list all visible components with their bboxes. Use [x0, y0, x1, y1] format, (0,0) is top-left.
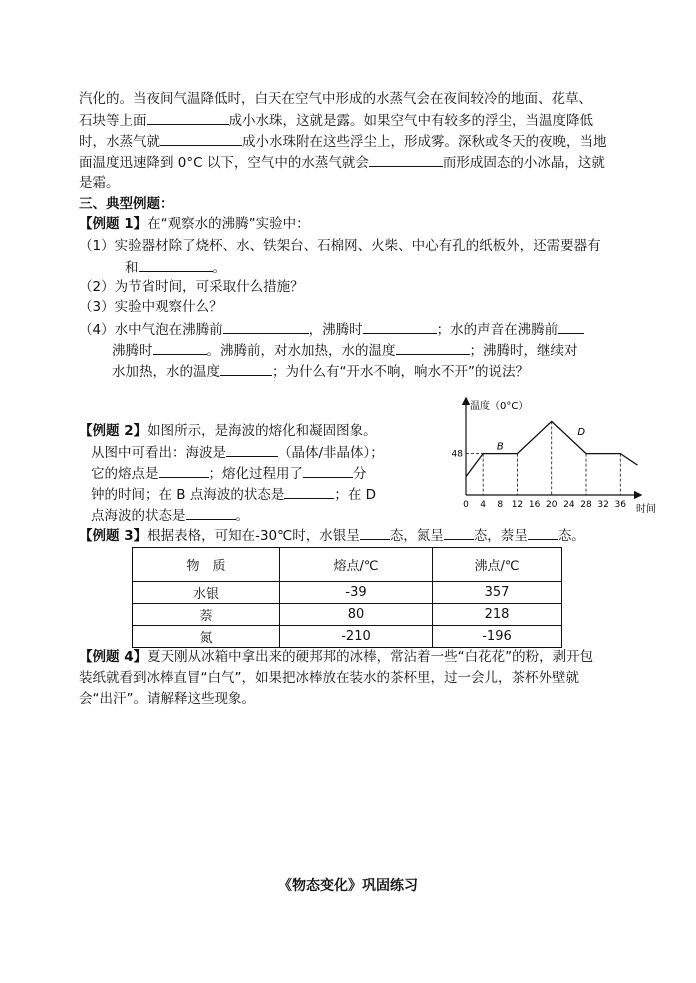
example-2-line-4: 钟的时间；在 B 点海波的状态是 ；在 D [91, 483, 376, 506]
footer-heading: 《物态变化》巩固练习 [278, 878, 418, 894]
intro-line-3: 时，水蒸气就 成小水珠附在这些浮尘上，形成雾。深秋或冬天的夜晚，当地 [79, 130, 607, 153]
example-3-title: 【例题 3】根据表格，可知在-30℃时，水银呈 态，氮呈 态，萘呈 态。 [79, 524, 585, 547]
cell-melting: 80 [280, 604, 433, 626]
example-1-q1: （1）实验器材除了烧杯、水、铁架台、石棉网、火柴、中心有孔的纸板外，还需要器有 [79, 238, 601, 254]
point-label-d: D [577, 427, 586, 439]
blank-melting-point[interactable] [159, 462, 209, 478]
example-1-title: 【例题 1】在“观察水的沸腾”实验中： [79, 216, 310, 232]
blank-state-b[interactable] [284, 483, 334, 499]
x-tick-label: 20 [545, 500, 558, 510]
blank-frost[interactable] [369, 151, 443, 167]
blank-dew[interactable] [147, 109, 229, 125]
cell-melting: -210 [280, 626, 433, 648]
intro-line-4: 面温度迅速降到 0°C 以下，空气中的水蒸气就会 而形成固态的小冰晶，这就 [79, 151, 605, 174]
cell-boiling: 218 [433, 604, 562, 626]
x-tick-label: 24 [563, 500, 575, 510]
blank-melting-time[interactable] [303, 462, 353, 478]
example-4-line-2: 装纸就看到冰棒直冒“白气”，如果把冰棒放在装水的茶杯里，过一会儿，茶杯外壁就 [79, 670, 579, 686]
example-1-q1-answer: 和 。 [125, 256, 226, 279]
cell-substance: 萘 [133, 604, 280, 626]
point-label-b: B [496, 441, 504, 453]
blank-sound-before[interactable] [558, 318, 584, 334]
blank-sound-during[interactable] [153, 339, 207, 355]
section-title: 三、典型例题： [79, 196, 174, 212]
x-tick-label: 8 [497, 500, 504, 510]
header-melting-point: 熔点/℃ [280, 548, 433, 582]
intro-line-1: 汽化的。当夜间气温降低时，白天在空气中形成的水蒸气会在夜间较冷的地面、花草、 [79, 91, 592, 107]
example-2-title: 【例题 2】如图所示，是海波的熔化和凝固图象。 [79, 423, 377, 439]
substance-table [132, 547, 562, 648]
cell-substance: 氮 [133, 626, 280, 648]
x-tick-label: 28 [580, 500, 592, 510]
x-tick-label: 32 [597, 500, 609, 510]
blank-state-d[interactable] [186, 504, 236, 520]
x-axis-label: 时间 [636, 504, 656, 515]
example-1-q4-line-2: 沸腾时 。沸腾前，对水加热，水的温度 ；沸腾时，继续对 [112, 339, 578, 362]
example-3-tag: 【例题 3】 [79, 528, 148, 544]
example-4-line-3: 会“出汗”。请解释这些现象。 [79, 691, 255, 707]
example-1-q4-line-3: 水加热，水的温度 ；为什么有“开水不响，响水不开”的说法？ [112, 360, 529, 383]
table-row [133, 626, 562, 648]
example-2-line-2: 从图中可看出：海波是 （晶体/非晶体）； [91, 441, 384, 464]
melting-curve-chart [440, 395, 665, 525]
example-2-tag: 【例题 2】 [79, 423, 148, 439]
cell-melting: -39 [280, 582, 433, 604]
y-axis-label: 温度（0°C） [470, 401, 529, 412]
intro-line-5: 是霜。 [79, 175, 120, 191]
x-tick-label: 16 [528, 500, 541, 510]
blank-naphthalene-state[interactable] [528, 524, 558, 540]
x-tick-label: 12 [511, 500, 524, 510]
example-2-line-5: 点海波的状态是 。 [91, 504, 249, 527]
intro-line-2: 石块等上面 成小水珠，这就是露。如果空气中有较多的浮尘，当温度降低 [79, 109, 593, 132]
blank-mercury-state[interactable] [360, 524, 390, 540]
cell-boiling: 357 [433, 582, 562, 604]
blank-fog[interactable] [160, 130, 242, 146]
example-1-q2: （2）为节省时间，可采取什么措施？ [79, 279, 304, 295]
table-header-row [133, 548, 562, 582]
blank-nitrogen-state[interactable] [444, 524, 474, 540]
example-1-tag: 【例题 1】 [79, 216, 148, 232]
x-tick-label: 36 [614, 500, 627, 510]
example-2-line-3: 它的熔点是 ；熔化过程用了 分 [91, 462, 367, 485]
blank-crystal[interactable] [226, 441, 278, 457]
cell-substance: 水银 [133, 582, 280, 604]
y-tick-label: 48 [451, 449, 463, 460]
example-1-q4-line-1: （4）水中气泡在沸腾前 ，沸腾时 ；水的声音在沸腾前 [79, 318, 584, 341]
example-4-line-1: 【例题 4】夏天刚从冰箱中拿出来的硬邦邦的冰棒，常沾着一些“白花花”的粉，剥开包 [79, 649, 594, 665]
header-boiling-point: 沸点/℃ [433, 548, 562, 582]
example-1-q3: （3）实验中观察什么？ [79, 299, 223, 315]
blank-equipment[interactable] [139, 256, 213, 272]
x-tick-label: 4 [480, 500, 487, 510]
header-substance: 物 质 [133, 548, 280, 582]
cell-boiling: -196 [433, 626, 562, 648]
table-row [133, 604, 562, 626]
example-4-tag: 【例题 4】 [79, 649, 148, 665]
x-tick-label: 0 [463, 500, 469, 510]
blank-temp-before[interactable] [396, 339, 470, 355]
blank-bubbles-during[interactable] [363, 318, 437, 334]
table-row [133, 582, 562, 604]
blank-temp-during[interactable] [220, 360, 272, 376]
blank-bubbles-before[interactable] [223, 318, 309, 334]
